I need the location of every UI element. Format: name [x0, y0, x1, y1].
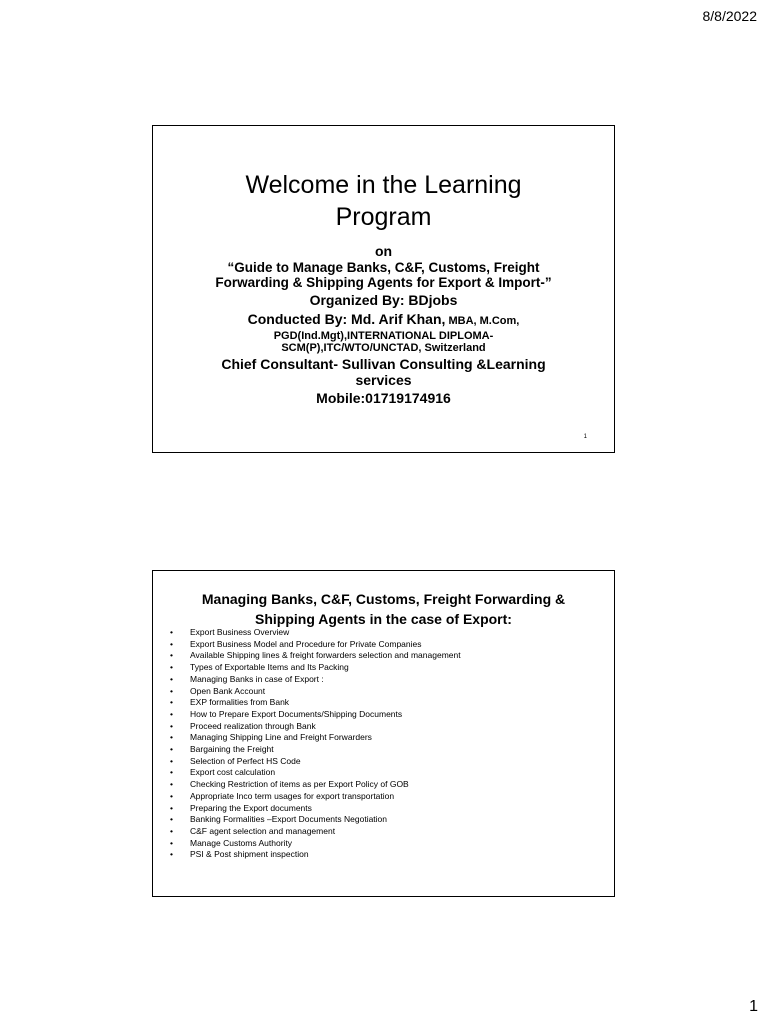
list-item-text: Export cost calculation — [190, 767, 276, 778]
slide-2-title — [153, 589, 614, 629]
title-line-2: Program — [335, 203, 432, 231]
list-item — [170, 744, 461, 756]
list-item — [170, 639, 461, 651]
list-item — [170, 721, 461, 733]
bullet-icon: • — [170, 744, 173, 755]
bullet-icon: • — [170, 779, 173, 790]
list-item — [170, 709, 461, 721]
program-quote-line-1: “Guide to Manage Banks, C&F, Customs, Freight — [227, 260, 540, 275]
list-item — [170, 803, 461, 815]
bullet-icon: • — [170, 849, 173, 860]
mobile-number: Mobile:01719174916 — [316, 390, 451, 406]
bullet-icon: • — [170, 755, 173, 766]
slide-1-title — [153, 169, 614, 233]
list-item — [170, 756, 461, 768]
conducted-by-degrees: MBA, M.Com, — [445, 315, 520, 327]
list-item-text: Checking Restriction of items as per Export Policy of GOB — [190, 779, 409, 790]
bullet-icon: • — [170, 767, 173, 778]
bullet-icon: • — [170, 732, 173, 743]
bullet-icon: • — [170, 720, 173, 731]
bullet-icon: • — [170, 697, 173, 708]
chief-consultant-line-2: services — [355, 372, 412, 388]
bullet-icon: • — [170, 802, 173, 813]
list-item-text: Types of Exportable Items and Its Packing — [190, 662, 349, 673]
list-item — [170, 697, 461, 709]
bullet-icon: • — [170, 650, 173, 661]
list-item-text: How to Prepare Export Documents/Shipping Documents — [190, 708, 403, 719]
list-item-text: Proceed realization through Bank — [190, 720, 316, 731]
list-item-text: C&F agent selection and management — [190, 825, 336, 836]
list-item-text: Bargaining the Freight — [190, 744, 274, 755]
bullet-icon: • — [170, 627, 173, 637]
on-text: on — [374, 243, 393, 259]
list-item — [170, 814, 461, 826]
list-item — [170, 838, 461, 850]
list-item-text: Export Business Overview — [190, 627, 290, 637]
list-item-text: EXP formalities from Bank — [190, 697, 290, 708]
bullet-icon: • — [170, 685, 173, 696]
list-item — [170, 826, 461, 838]
list-item-text: Open Bank Account — [190, 685, 266, 696]
list-item — [170, 627, 461, 639]
bullet-icon: • — [170, 814, 173, 825]
bullet-icon: • — [170, 708, 173, 719]
bullet-icon: • — [170, 790, 173, 801]
list-item-text: Export Business Model and Procedure for Private Companies — [190, 638, 422, 649]
list-item-text: Available Shipping lines & freight forwarders selection and management — [190, 650, 461, 661]
bullet-icon: • — [170, 662, 173, 673]
program-quote-line-2: Forwarding & Shipping Agents for Export & Import-” — [215, 275, 552, 290]
list-item-text: Preparing the Export documents — [190, 802, 312, 813]
credentials-line-1: PGD(Ind.Mgt),INTERNATIONAL DIPLOMA- — [273, 330, 494, 342]
slide-1 — [152, 125, 615, 453]
list-item-text: Manage Customs Authority — [190, 837, 293, 848]
conducted-by-name: Conducted By: Md. Arif Khan, — [247, 311, 446, 327]
conducted-by — [153, 310, 614, 330]
slide-2-title-line-1: Managing Banks, C&F, Customs, Freight Forwarding & — [201, 591, 566, 607]
list-item-text: Appropriate Inco term usages for export transportation — [190, 790, 395, 801]
credentials-line-2: SCM(P),ITC/WTO/UNCTAD, Switzerland — [281, 342, 486, 354]
list-item — [170, 767, 461, 779]
list-item — [170, 650, 461, 662]
list-item-text: PSI & Post shipment inspection — [190, 849, 309, 860]
list-item — [170, 779, 461, 791]
slide-2-title-line-2: Shipping Agents in the case of Export: — [255, 611, 512, 627]
organized-by: Organized By: BDjobs — [309, 292, 458, 308]
topic-list — [170, 627, 461, 861]
list-item-text: Managing Shipping Line and Freight Forwarders — [190, 732, 372, 743]
list-item — [170, 849, 461, 861]
bullet-icon: • — [170, 837, 173, 848]
slide-2 — [152, 570, 615, 897]
list-item — [170, 732, 461, 744]
bullet-icon: • — [170, 825, 173, 836]
list-item — [170, 662, 461, 674]
list-item — [170, 791, 461, 803]
slide-1-body — [153, 242, 614, 408]
bullet-icon: • — [170, 638, 173, 649]
title-line-1: Welcome in the Learning — [245, 171, 522, 199]
list-item — [170, 674, 461, 686]
list-item-text: Managing Banks in case of Export : — [190, 673, 324, 684]
page-number: 1 — [749, 998, 758, 1015]
slide-number: 1 — [583, 434, 587, 440]
page-date: 8/8/2022 — [702, 8, 757, 24]
list-item-text: Banking Formalities –Export Documents Negotiation — [190, 814, 388, 825]
list-item-text: Selection of Perfect HS Code — [190, 755, 301, 766]
bullet-icon: • — [170, 673, 173, 684]
list-item — [170, 686, 461, 698]
chief-consultant-line-1: Chief Consultant- Sullivan Consulting &Learning — [221, 356, 546, 372]
